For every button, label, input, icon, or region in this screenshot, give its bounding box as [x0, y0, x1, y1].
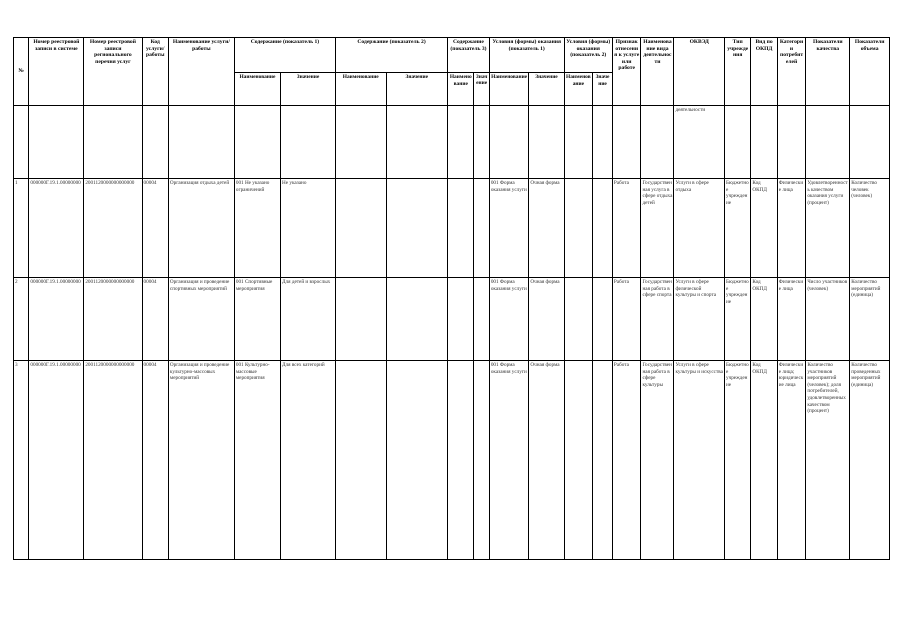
header-reg-system: Номер реестровой записи в системе [29, 38, 84, 106]
cell-c1n: 001 Не указано ограничений [234, 179, 280, 278]
cell-c2v [386, 106, 448, 179]
header-name: Наименование услуги/работы [168, 38, 234, 106]
cell-num: 1 [14, 179, 29, 278]
cell-name: Организация и проведение спортивных мероприятий [168, 278, 234, 361]
cell-category: Физические лица [777, 179, 806, 278]
header-u1-name: Наименование [489, 73, 529, 106]
cell-c3v [474, 278, 489, 361]
cell-volume: Количество человек (человек) [850, 179, 890, 278]
header-content2: Содержание (показатель 2) [335, 38, 447, 73]
header-okved: ОКВЭД [674, 38, 725, 106]
header-volume: Показатели объема [850, 38, 890, 106]
cell-reg2 [84, 106, 142, 179]
cell-quality [806, 106, 850, 179]
cell-u1v [529, 106, 564, 179]
header-c2-name: Наименование [335, 73, 386, 106]
cell-okpd [751, 106, 777, 179]
cell-reg: 000000Г.19.1.00000000 [29, 361, 84, 560]
header-okpd: Вид по ОКПД [751, 38, 777, 106]
header-c2-value: Значение [386, 73, 448, 106]
cell-quality: Удовлетворенность качеством оказания услуги (процент) [806, 179, 850, 278]
cell-u1n [489, 106, 529, 179]
header-quality: Показатели качества [806, 38, 850, 106]
cell-num [14, 106, 29, 179]
header-category: Категории потребителей [777, 38, 806, 106]
header-activity: Наименование вида деятельности [641, 38, 674, 106]
header-u2-name: Наименование [564, 73, 593, 106]
cell-u2v [593, 106, 613, 179]
cell-sign: Работа [612, 179, 641, 278]
cell-c1v: Не указано [281, 179, 336, 278]
cell-volume: Количество мероприятий (единица) [850, 278, 890, 361]
cell-reg: 000000Г.19.1.00000000 [29, 278, 84, 361]
cell-c3n [448, 361, 474, 560]
cell-sign: Работа [612, 361, 641, 560]
cell-u2v [593, 278, 613, 361]
header-content1: Содержание (показатель 1) [234, 38, 335, 73]
cell-activity [641, 106, 674, 179]
header-c3-value: Значение [474, 73, 489, 106]
cell-u2n [564, 361, 593, 560]
cell-num: 3 [14, 361, 29, 560]
table-row [14, 278, 890, 361]
cell-u2n [564, 179, 593, 278]
cell-activity: Государственная работа в сфере спорта [641, 278, 674, 361]
cell-type [725, 106, 751, 179]
cell-reg2: 2001120000000000000 [84, 278, 142, 361]
cell-volume [850, 106, 890, 179]
header-content3: Содержание (показатель 3) [448, 38, 490, 73]
cell-okpd: Код ОКПД [751, 179, 777, 278]
cell-quality: Число участников (человек) [806, 278, 850, 361]
cell-c3v [474, 361, 489, 560]
header-code: Код услуги/работы [142, 38, 168, 106]
cell-c3v [474, 106, 489, 179]
cell-activity: Государственная услуга в сфере отдыха детей [641, 179, 674, 278]
header-num: № [14, 38, 29, 106]
cell-reg2: 2001120000000000000 [84, 179, 142, 278]
header-c1-name: Наименование [234, 73, 280, 106]
cell-c3v [474, 179, 489, 278]
header-cond2: Условия (формы) оказания (показатель 2) [564, 38, 612, 73]
cell-okved: Услуги в сфере физической культуры и спорта [674, 278, 725, 361]
cell-c1n [234, 106, 280, 179]
header-c3-name: Наименование [448, 73, 474, 106]
cell-reg2: 2001120000000000000 [84, 361, 142, 560]
cell-c2n [335, 278, 386, 361]
cell-name: Организация отдыха детей [168, 179, 234, 278]
table-row [14, 179, 890, 278]
cell-u1v: Очная форма [529, 179, 564, 278]
header-reg-full: Номер реестровой записи регионального перечня услуг [84, 38, 142, 106]
cell-okpd: Код ОКПД [751, 361, 777, 560]
services-registry-table [13, 37, 890, 560]
cell-okpd: Код ОКПД [751, 278, 777, 361]
cell-c3n [448, 278, 474, 361]
table-row [14, 106, 890, 179]
cell-type: Бюджетное учреждение [725, 179, 751, 278]
cell-sign [612, 106, 641, 179]
cell-c2v [386, 179, 448, 278]
cell-u1n: 001 Форма оказания услуги [489, 179, 529, 278]
cell-c3n [448, 106, 474, 179]
cell-name [168, 106, 234, 179]
cell-c2v [386, 361, 448, 560]
cell-u2v [593, 361, 613, 560]
cell-c2n [335, 361, 386, 560]
header-c1-value: Значение [281, 73, 336, 106]
cell-code [142, 106, 168, 179]
cell-code: 00004 [142, 278, 168, 361]
cell-type: Бюджетное учреждение [725, 278, 751, 361]
cell-code: 00004 [142, 361, 168, 560]
header-u1-value: Значение [529, 73, 564, 106]
cell-u1n: 001 Форма оказания услуги [489, 278, 529, 361]
header-cond1: Условия (формы) оказания (показатель 1) [489, 38, 564, 73]
cell-c2v [386, 278, 448, 361]
cell-u2n [564, 106, 593, 179]
cell-category: Физические лица; юридические лица [777, 361, 806, 560]
cell-okved: Услуги в сфере культуры и искусства [674, 361, 725, 560]
cell-okved: Услуги в сфере отдыха [674, 179, 725, 278]
cell-c2n [335, 179, 386, 278]
cell-c2n [335, 106, 386, 179]
header-sign: Признак отнесения к услуге или работе [612, 38, 641, 106]
cell-activity: Государственная работа в сфере культуры [641, 361, 674, 560]
cell-u2v [593, 179, 613, 278]
cell-c1v [281, 106, 336, 179]
cell-category [777, 106, 806, 179]
document-page [13, 37, 890, 597]
cell-code: 00004 [142, 179, 168, 278]
cell-quality: Количество участников мероприятий (человек); доля потребителей, удовлетворенных качеством (процент) [806, 361, 850, 560]
table-row [14, 361, 890, 560]
cell-c1n: 001 Культурно-массовые мероприятия [234, 361, 280, 560]
cell-u1n: 001 Форма оказания услуги [489, 361, 529, 560]
cell-name: Организация и проведение культурно-массовых мероприятий [168, 361, 234, 560]
cell-c3n [448, 179, 474, 278]
cell-num: 2 [14, 278, 29, 361]
cell-c1v: Для детей и взрослых [281, 278, 336, 361]
cell-category: Физические лица [777, 278, 806, 361]
cell-okved: деятельности [674, 106, 725, 179]
cell-reg: 000000Г.19.1.00000000 [29, 179, 84, 278]
cell-u1v: Очная форма [529, 361, 564, 560]
cell-u1v: Очная форма [529, 278, 564, 361]
header-type: Тип учреждения [725, 38, 751, 106]
header-u2-value: Значение [593, 73, 613, 106]
cell-c1v: Для всех категорий [281, 361, 336, 560]
cell-volume: Количество проведенных мероприятий (единица) [850, 361, 890, 560]
cell-reg [29, 106, 84, 179]
cell-type: Бюджетное учреждение [725, 361, 751, 560]
cell-u2n [564, 278, 593, 361]
cell-sign: Работа [612, 278, 641, 361]
cell-c1n: 001 Спортивные мероприятия [234, 278, 280, 361]
